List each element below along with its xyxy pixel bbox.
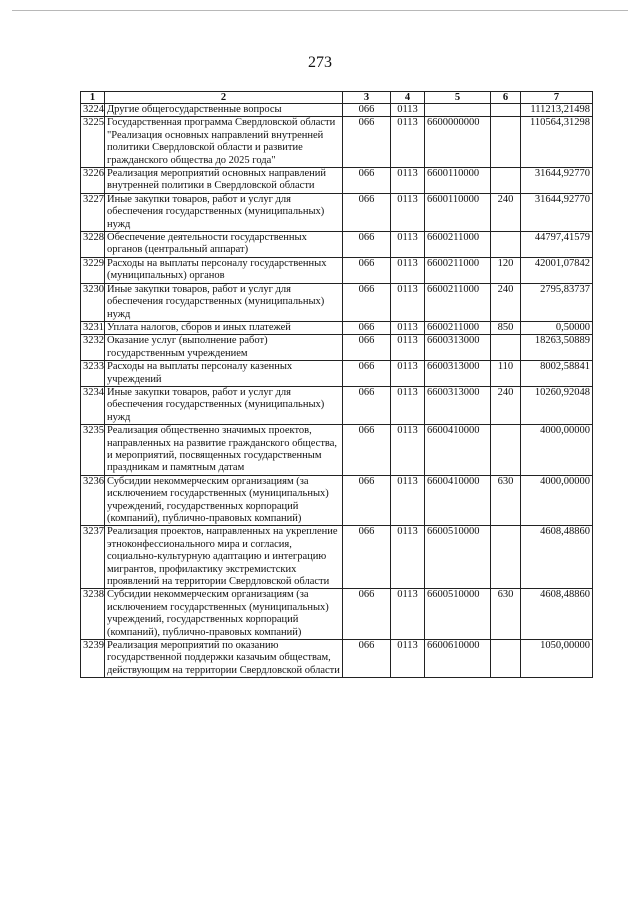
table-row xyxy=(81,361,593,387)
expense-type-code xyxy=(491,425,521,476)
ministry-code: 066 xyxy=(343,361,391,387)
section-code: 0113 xyxy=(391,386,425,424)
expense-type-code: 240 xyxy=(491,193,521,231)
column-header: 3 xyxy=(343,92,391,104)
table-row xyxy=(81,640,593,678)
target-article-code: 6600313000 xyxy=(425,386,491,424)
row-description: Реализация проектов, направленных на укрепление этноконфессионального мира и согласия, социально-культурную адаптацию и интеграцию мигрантов, профилактику экстремистских проявлений на территории Свердловской области xyxy=(105,526,343,589)
section-code: 0113 xyxy=(391,104,425,117)
table-row xyxy=(81,589,593,640)
section-code: 0113 xyxy=(391,335,425,361)
section-code: 0113 xyxy=(391,640,425,678)
row-number: 3231 xyxy=(81,321,105,334)
table-row xyxy=(81,386,593,424)
expense-type-code: 630 xyxy=(491,475,521,526)
table-row xyxy=(81,283,593,321)
section-code: 0113 xyxy=(391,589,425,640)
row-description: Иные закупки товаров, работ и услуг для обеспечения государственных (муниципальных) нужд xyxy=(105,193,343,231)
amount: 8002,58841 xyxy=(521,361,593,387)
row-number: 3232 xyxy=(81,335,105,361)
target-article-code: 6600313000 xyxy=(425,361,491,387)
section-code: 0113 xyxy=(391,475,425,526)
target-article-code: 6600110000 xyxy=(425,193,491,231)
row-number: 3238 xyxy=(81,589,105,640)
table-row xyxy=(81,526,593,589)
ministry-code: 066 xyxy=(343,475,391,526)
column-header: 1 xyxy=(81,92,105,104)
table-row xyxy=(81,257,593,283)
column-header: 7 xyxy=(521,92,593,104)
target-article-code: 6600110000 xyxy=(425,168,491,194)
ministry-code: 066 xyxy=(343,386,391,424)
amount: 18263,50889 xyxy=(521,335,593,361)
target-article-code: 6600313000 xyxy=(425,335,491,361)
amount: 10260,92048 xyxy=(521,386,593,424)
target-article-code: 6600211000 xyxy=(425,283,491,321)
ministry-code: 066 xyxy=(343,321,391,334)
row-number: 3229 xyxy=(81,257,105,283)
ministry-code: 066 xyxy=(343,425,391,476)
table-row xyxy=(81,232,593,258)
expense-type-code: 240 xyxy=(491,283,521,321)
section-code: 0113 xyxy=(391,232,425,258)
amount: 2795,83737 xyxy=(521,283,593,321)
section-code: 0113 xyxy=(391,321,425,334)
row-number: 3233 xyxy=(81,361,105,387)
row-description: Реализация мероприятий основных направлений внутренней политики в Свердловской области xyxy=(105,168,343,194)
row-number: 3226 xyxy=(81,168,105,194)
row-number: 3224 xyxy=(81,104,105,117)
ministry-code: 066 xyxy=(343,283,391,321)
amount: 4608,48860 xyxy=(521,589,593,640)
amount: 44797,41579 xyxy=(521,232,593,258)
column-header: 5 xyxy=(425,92,491,104)
ministry-code: 066 xyxy=(343,117,391,168)
ministry-code: 066 xyxy=(343,168,391,194)
column-header: 6 xyxy=(491,92,521,104)
target-article-code: 6600410000 xyxy=(425,475,491,526)
ministry-code: 066 xyxy=(343,257,391,283)
section-code: 0113 xyxy=(391,117,425,168)
section-code: 0113 xyxy=(391,361,425,387)
target-article-code xyxy=(425,104,491,117)
ministry-code: 066 xyxy=(343,104,391,117)
row-number: 3225 xyxy=(81,117,105,168)
target-article-code: 6600211000 xyxy=(425,232,491,258)
section-code: 0113 xyxy=(391,526,425,589)
ministry-code: 066 xyxy=(343,335,391,361)
row-description: Государственная программа Свердловской области "Реализация основных направлений внутренней политики Свердловской области и развитие гражданского общества до 2025 года" xyxy=(105,117,343,168)
row-number: 3230 xyxy=(81,283,105,321)
row-number: 3228 xyxy=(81,232,105,258)
row-description: Другие общегосударственные вопросы xyxy=(105,104,343,117)
amount: 4000,00000 xyxy=(521,475,593,526)
column-header: 2 xyxy=(105,92,343,104)
expense-type-code: 120 xyxy=(491,257,521,283)
budget-table xyxy=(80,91,593,678)
row-description: Иные закупки товаров, работ и услуг для обеспечения государственных (муниципальных) нужд xyxy=(105,386,343,424)
row-description: Реализация мероприятий по оказанию государственной поддержки казачьим обществам, действующим на территории Свердловской области xyxy=(105,640,343,678)
ministry-code: 066 xyxy=(343,193,391,231)
table-row xyxy=(81,321,593,334)
table-row xyxy=(81,475,593,526)
row-description: Субсидии некоммерческим организациям (за исключением государственных (муниципальных) учреждений, государственных корпораций (компаний), публично-правовых компаний) xyxy=(105,475,343,526)
amount: 4000,00000 xyxy=(521,425,593,476)
amount: 31644,92770 xyxy=(521,193,593,231)
amount: 1050,00000 xyxy=(521,640,593,678)
section-code: 0113 xyxy=(391,425,425,476)
target-article-code: 6600610000 xyxy=(425,640,491,678)
table-row xyxy=(81,117,593,168)
top-rule xyxy=(12,10,628,11)
expense-type-code: 630 xyxy=(491,589,521,640)
amount: 4608,48860 xyxy=(521,526,593,589)
row-description: Уплата налогов, сборов и иных платежей xyxy=(105,321,343,334)
row-number: 3227 xyxy=(81,193,105,231)
row-number: 3235 xyxy=(81,425,105,476)
row-description: Иные закупки товаров, работ и услуг для обеспечения государственных (муниципальных) нужд xyxy=(105,283,343,321)
ministry-code: 066 xyxy=(343,589,391,640)
amount: 31644,92770 xyxy=(521,168,593,194)
amount: 42001,07842 xyxy=(521,257,593,283)
row-description: Расходы на выплаты персоналу государственных (муниципальных) органов xyxy=(105,257,343,283)
row-description: Расходы на выплаты персоналу казенных учреждений xyxy=(105,361,343,387)
ministry-code: 066 xyxy=(343,640,391,678)
row-description: Оказание услуг (выполнение работ) государственным учреждением xyxy=(105,335,343,361)
section-code: 0113 xyxy=(391,193,425,231)
target-article-code: 6600211000 xyxy=(425,321,491,334)
target-article-code: 6600000000 xyxy=(425,117,491,168)
row-description: Реализация общественно значимых проектов, направленных на развитие гражданского общества, и мероприятий, посвященных государственным праздникам и памятным датам xyxy=(105,425,343,476)
section-code: 0113 xyxy=(391,283,425,321)
section-code: 0113 xyxy=(391,168,425,194)
expense-type-code xyxy=(491,335,521,361)
table-row xyxy=(81,104,593,117)
expense-type-code xyxy=(491,168,521,194)
expense-type-code: 110 xyxy=(491,361,521,387)
row-number: 3236 xyxy=(81,475,105,526)
row-number: 3234 xyxy=(81,386,105,424)
row-number: 3239 xyxy=(81,640,105,678)
expense-type-code xyxy=(491,526,521,589)
expense-type-code xyxy=(491,117,521,168)
target-article-code: 6600510000 xyxy=(425,526,491,589)
expense-type-code: 850 xyxy=(491,321,521,334)
column-header: 4 xyxy=(391,92,425,104)
expense-type-code xyxy=(491,232,521,258)
ministry-code: 066 xyxy=(343,232,391,258)
expense-type-code xyxy=(491,104,521,117)
table-row xyxy=(81,168,593,194)
section-code: 0113 xyxy=(391,257,425,283)
target-article-code: 6600410000 xyxy=(425,425,491,476)
target-article-code: 6600510000 xyxy=(425,589,491,640)
row-description: Обеспечение деятельности государственных органов (центральный аппарат) xyxy=(105,232,343,258)
amount: 111213,21498 xyxy=(521,104,593,117)
expense-type-code xyxy=(491,640,521,678)
table-row xyxy=(81,335,593,361)
row-description: Субсидии некоммерческим организациям (за исключением государственных (муниципальных) учреждений, государственных корпораций (компаний), публично-правовых компаний) xyxy=(105,589,343,640)
table-row xyxy=(81,193,593,231)
header-row xyxy=(81,92,593,104)
amount: 0,50000 xyxy=(521,321,593,334)
page-number: 273 xyxy=(308,54,332,71)
row-number: 3237 xyxy=(81,526,105,589)
target-article-code: 6600211000 xyxy=(425,257,491,283)
expense-type-code: 240 xyxy=(491,386,521,424)
table-row xyxy=(81,425,593,476)
amount: 110564,31298 xyxy=(521,117,593,168)
ministry-code: 066 xyxy=(343,526,391,589)
